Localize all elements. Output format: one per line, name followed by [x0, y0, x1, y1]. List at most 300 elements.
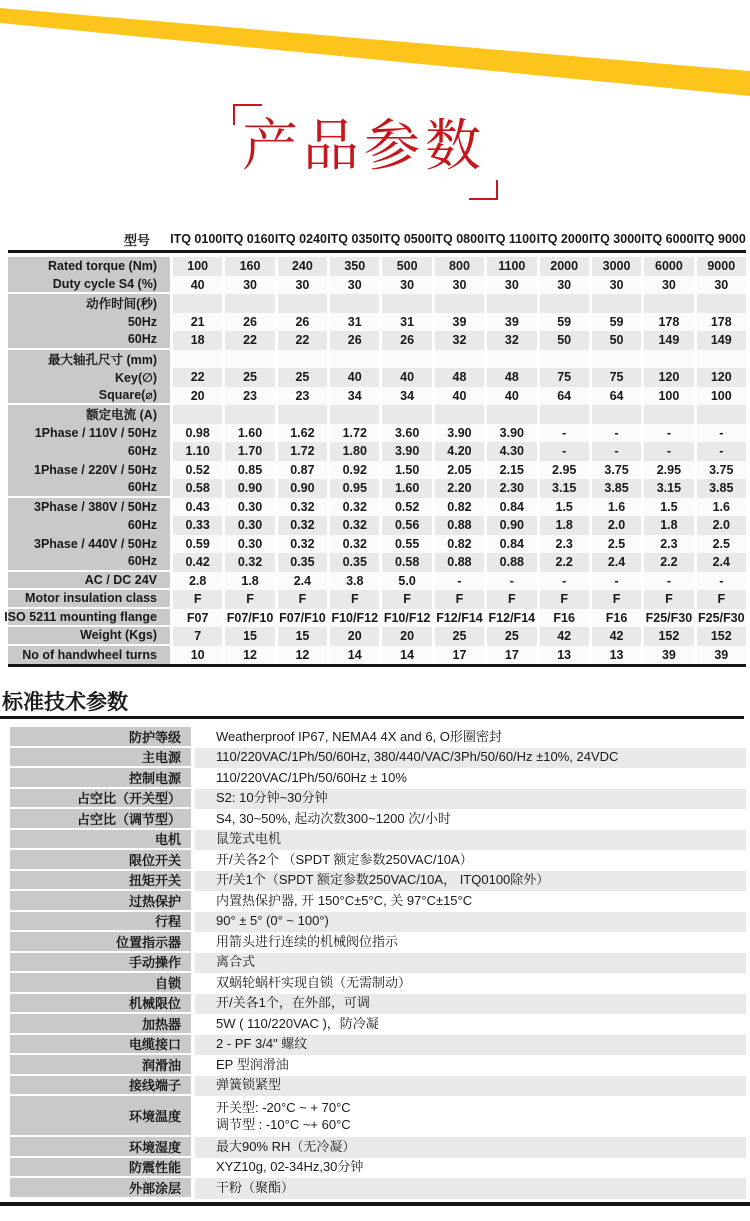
tech-row-value: [195, 1137, 746, 1158]
spec-cell: [537, 294, 589, 313]
spec-data-row: [8, 590, 746, 609]
tech-value-line: 开/关各1个，在外部，可调: [216, 995, 370, 1011]
spec-cell: [537, 405, 589, 424]
spec-cell: 2.4: [275, 572, 327, 591]
spec-row-label: 60Hz: [8, 331, 170, 350]
spec-cell: F16: [537, 609, 589, 628]
tech-row-value: [195, 994, 746, 1015]
spec-cell: F: [327, 590, 379, 609]
tech-value-line: Weatherproof IP67, NEMA4 4X and 6, O形圈密封: [216, 728, 502, 744]
spec-cell: 3.90: [484, 424, 536, 443]
tech-row: [10, 871, 746, 892]
tech-row-label: 限位开关: [10, 850, 191, 871]
tech-value-line: 5W ( 110/220VAC )，防冷凝: [216, 1015, 379, 1031]
spec-cell: 42: [589, 627, 641, 646]
spec-cell: 0.42: [170, 553, 222, 572]
tech-value-line: EP 型润滑油: [216, 1056, 289, 1072]
spec-cell: F25/F30: [694, 609, 746, 628]
spec-cell: 2.2: [641, 553, 693, 572]
spec-cell: 26: [379, 331, 431, 350]
tech-row-label: 接线端子: [10, 1076, 191, 1097]
tech-row: [10, 850, 746, 871]
spec-cell: -: [694, 572, 746, 591]
tech-row: [10, 953, 746, 974]
tech-row-value: [195, 1076, 746, 1097]
spec-cell: 2.4: [694, 553, 746, 572]
tech-value-line: S2: 10分钟~30分钟: [216, 790, 328, 806]
spec-cell: 26: [327, 331, 379, 350]
title-bracket-bottom-right: [469, 180, 498, 200]
spec-cell: 39: [432, 313, 484, 332]
spec-cell: 0.32: [222, 553, 274, 572]
tech-row-value: [195, 789, 746, 810]
tech-row-value: [195, 912, 746, 933]
spec-cell: 25: [484, 627, 536, 646]
spec-cell: 30: [222, 276, 274, 295]
spec-cell: 149: [641, 331, 693, 350]
spec-cell: 0.58: [379, 553, 431, 572]
tech-row-label: 过热保护: [10, 891, 191, 912]
spec-row-label: 额定电流 (A): [8, 405, 170, 424]
spec-cell: 3000: [589, 257, 641, 276]
spec-cell: 2.2: [537, 553, 589, 572]
spec-cell: [589, 405, 641, 424]
tech-row-label: 占空比（开关型）: [10, 789, 191, 810]
spec-cell: 15: [275, 627, 327, 646]
model-column-header: ITQ 0100: [170, 232, 223, 246]
spec-cell: [275, 405, 327, 424]
tech-row: [10, 830, 746, 851]
spec-data-row: [8, 331, 746, 350]
spec-cell: [484, 294, 536, 313]
spec-cell: 50: [589, 331, 641, 350]
spec-row-label: 60Hz: [8, 442, 170, 461]
spec-cell: 3.85: [589, 479, 641, 498]
tech-row-value: [195, 871, 746, 892]
spec-cell: 2.5: [694, 535, 746, 554]
spec-cell: 1.72: [275, 442, 327, 461]
tech-value-line: 干粉（聚酯）: [216, 1179, 295, 1195]
spec-cell: 0.90: [275, 479, 327, 498]
spec-row-label: 1Phase / 110V / 50Hz: [8, 424, 170, 443]
tech-row-value: [195, 830, 746, 851]
tech-value-line: 离合式: [216, 954, 256, 970]
spec-cell: [379, 350, 431, 369]
spec-cell: 0.35: [275, 553, 327, 572]
spec-cell: 21: [170, 313, 222, 332]
spec-row-label: 50Hz: [8, 313, 170, 332]
spec-cell: F25/F30: [641, 609, 693, 628]
spec-cell: 22: [170, 368, 222, 387]
spec-cell: 12: [222, 646, 274, 665]
model-column-header: ITQ 0500: [379, 232, 432, 246]
spec-section-row: [8, 405, 746, 424]
model-column-header: ITQ 6000: [641, 232, 694, 246]
spec-cell: 1.6: [694, 498, 746, 517]
spec-cell: [432, 350, 484, 369]
spec-row-label: Duty cycle S4 (%): [8, 276, 170, 295]
spec-cell: 3.90: [432, 424, 484, 443]
spec-cell: 2.30: [484, 479, 536, 498]
tech-row-label: 电机: [10, 830, 191, 851]
spec-cell: 240: [275, 257, 327, 276]
spec-cell: F: [275, 590, 327, 609]
page-bottom-rule: [0, 1202, 750, 1206]
spec-cell: 2.0: [589, 516, 641, 535]
spec-cell: 34: [379, 387, 431, 406]
spec-row-label: Key(∅): [8, 368, 170, 387]
spec-data-row: [8, 535, 746, 554]
spec-cell: 17: [432, 646, 484, 665]
tech-row-label: 环境湿度: [10, 1137, 191, 1158]
tech-row-label: 主电源: [10, 748, 191, 769]
spec-cell: 12: [275, 646, 327, 665]
spec-cell: 30: [327, 276, 379, 295]
tech-row-label: 扭矩开关: [10, 871, 191, 892]
spec-cell: 1.8: [222, 572, 274, 591]
spec-cell: 2.20: [432, 479, 484, 498]
spec-cell: -: [694, 424, 746, 443]
tech-row-label: 自锁: [10, 973, 191, 994]
spec-cell: 0.58: [170, 479, 222, 498]
spec-cell: 0.35: [327, 553, 379, 572]
spec-cell: 1.80: [327, 442, 379, 461]
spec-cell: F: [484, 590, 536, 609]
spec-cell: 22: [222, 331, 274, 350]
spec-cell: 3.85: [694, 479, 746, 498]
spec-cell: 4.30: [484, 442, 536, 461]
spec-row-label: ISO 5211 mounting flange: [8, 609, 170, 628]
tech-row-value: [195, 1055, 746, 1076]
spec-cell: 3.90: [379, 442, 431, 461]
spec-cell: 26: [275, 313, 327, 332]
spec-cell: [170, 294, 222, 313]
model-column-header: ITQ 0240: [274, 232, 327, 246]
spec-cell: 3.15: [641, 479, 693, 498]
spec-cell: 23: [222, 387, 274, 406]
spec-cell: 15: [222, 627, 274, 646]
spec-cell: F10/F12: [327, 609, 379, 628]
spec-cell: 0.92: [327, 461, 379, 480]
spec-cell: 30: [694, 276, 746, 295]
model-column-header: ITQ 1100: [484, 232, 537, 246]
model-column-header: ITQ 2000: [536, 232, 589, 246]
tech-row-label: 防护等级: [10, 727, 191, 748]
tech-row-value: [195, 1158, 746, 1179]
spec-data-row: [8, 424, 746, 443]
spec-cell: F: [694, 590, 746, 609]
spec-row-label: Rated torque (Nm): [8, 257, 170, 276]
spec-table-body: [4, 257, 746, 664]
spec-cell: 22: [275, 331, 327, 350]
spec-cell: 0.32: [275, 535, 327, 554]
tech-row-value: [195, 1014, 746, 1035]
spec-row-label: 60Hz: [8, 479, 170, 498]
spec-cell: 2.4: [589, 553, 641, 572]
spec-cell: [222, 350, 274, 369]
spec-cell: -: [484, 572, 536, 591]
tech-section-title: 标准技术参数: [2, 691, 128, 714]
spec-table-header-row: [8, 228, 746, 250]
spec-cell: [589, 350, 641, 369]
spec-cell: 64: [589, 387, 641, 406]
spec-cell: [484, 405, 536, 424]
tech-value-line: 开/关1个（SPDT 额定参数250VAC/10A， ITQ0100除外）: [216, 872, 550, 888]
tech-row-value: [195, 768, 746, 789]
spec-cell: [222, 294, 274, 313]
spec-table: [4, 228, 746, 667]
spec-data-row: [8, 313, 746, 332]
spec-cell: 1.10: [170, 442, 222, 461]
tech-value-line: 弹簧锁紧型: [216, 1077, 282, 1093]
spec-cell: [432, 405, 484, 424]
spec-cell: F: [379, 590, 431, 609]
spec-row-label: 动作时间(秒): [8, 294, 170, 313]
tech-row: [10, 727, 746, 748]
tech-row-value: [195, 748, 746, 769]
spec-cell: 0.84: [484, 535, 536, 554]
spec-cell: 39: [694, 646, 746, 665]
tech-value-line: 110/220VAC/1Ph/50/60Hz, 380/440/VAC/3Ph/50/60/Hz ±10%, 24VDC: [216, 749, 619, 765]
page-title: 产品参数: [242, 114, 486, 177]
spec-cell: 25: [432, 627, 484, 646]
tech-row-value: [195, 1096, 746, 1137]
tech-value-line: 鼠笼式电机: [216, 831, 282, 847]
spec-cell: 2.0: [694, 516, 746, 535]
spec-data-row: [8, 461, 746, 480]
tech-row: [10, 973, 746, 994]
spec-row-label: 最大轴孔尺寸 (mm): [8, 350, 170, 369]
model-column-header: ITQ 0160: [222, 232, 275, 246]
spec-cell: 1.50: [379, 461, 431, 480]
spec-cell: 75: [589, 368, 641, 387]
tech-row-value: [195, 953, 746, 974]
spec-cell: [379, 294, 431, 313]
spec-row-label: 3Phase / 380V / 50Hz: [8, 498, 170, 517]
tech-row: [10, 789, 746, 810]
spec-cell: F12/F14: [484, 609, 536, 628]
tech-row: [10, 932, 746, 953]
tech-value-line: 内置热保护器, 开 150°C±5°C, 关 97°C±15°C: [216, 892, 473, 908]
spec-cell: 25: [222, 368, 274, 387]
tech-value-line: 双蜗轮蜗杆实现自锁（无需制动）: [216, 974, 412, 990]
tech-row: [10, 1178, 746, 1199]
tech-row-value: [195, 932, 746, 953]
spec-cell: F: [222, 590, 274, 609]
spec-cell: F16: [589, 609, 641, 628]
tech-row: [10, 1035, 746, 1056]
spec-cell: 7: [170, 627, 222, 646]
spec-cell: 20: [327, 627, 379, 646]
spec-cell: [275, 350, 327, 369]
spec-cell: 4.20: [432, 442, 484, 461]
spec-cell: 2.05: [432, 461, 484, 480]
spec-cell: F: [589, 590, 641, 609]
spec-cell: 800: [432, 257, 484, 276]
spec-data-row: [8, 276, 746, 295]
spec-cell: 42: [537, 627, 589, 646]
spec-cell: 160: [222, 257, 274, 276]
spec-cell: 100: [641, 387, 693, 406]
spec-cell: 0.33: [170, 516, 222, 535]
spec-cell: 0.56: [379, 516, 431, 535]
spec-cell: 59: [537, 313, 589, 332]
spec-cell: 0.90: [484, 516, 536, 535]
spec-cell: [170, 405, 222, 424]
spec-cell: 40: [484, 387, 536, 406]
spec-section-row: [8, 350, 746, 369]
spec-cell: 0.59: [170, 535, 222, 554]
spec-cell: 1.5: [537, 498, 589, 517]
spec-cell: 178: [694, 313, 746, 332]
spec-cell: 0.90: [222, 479, 274, 498]
spec-data-row: [8, 387, 746, 406]
yellow-ribbon-decoration: [0, 0, 750, 110]
spec-cell: 0.52: [379, 498, 431, 517]
spec-cell: 26: [222, 313, 274, 332]
spec-row-label: 3Phase / 440V / 50Hz: [8, 535, 170, 554]
spec-cell: 39: [641, 646, 693, 665]
spec-cell: [432, 294, 484, 313]
spec-cell: [379, 405, 431, 424]
tech-row-value: [195, 1035, 746, 1056]
tech-table: [10, 727, 746, 1199]
spec-cell: 9000: [694, 257, 746, 276]
spec-row-label: Weight (Kgs): [8, 627, 170, 646]
spec-cell: 30: [589, 276, 641, 295]
spec-cell: 0.88: [484, 553, 536, 572]
spec-cell: 0.32: [327, 535, 379, 554]
spec-cell: 120: [694, 368, 746, 387]
tech-row-label: 位置指示器: [10, 932, 191, 953]
spec-cell: 0.30: [222, 535, 274, 554]
spec-cell: 1100: [484, 257, 536, 276]
tech-row-label: 润滑油: [10, 1055, 191, 1076]
spec-cell: 152: [641, 627, 693, 646]
tech-row-value: [195, 973, 746, 994]
spec-cell: F07: [170, 609, 222, 628]
tech-row: [10, 1158, 746, 1179]
spec-row-label: 60Hz: [8, 516, 170, 535]
spec-cell: 0.55: [379, 535, 431, 554]
spec-cell: 30: [379, 276, 431, 295]
spec-cell: 0.82: [432, 535, 484, 554]
spec-cell: 18: [170, 331, 222, 350]
spec-cell: F12/F14: [432, 609, 484, 628]
spec-cell: 30: [432, 276, 484, 295]
spec-row-label: No of handwheel turns: [8, 646, 170, 665]
spec-cell: 10: [170, 646, 222, 665]
tech-value-line: 2 - PF 3/4" 螺纹: [216, 1036, 308, 1052]
tech-row: [10, 1096, 746, 1137]
tech-row: [10, 1055, 746, 1076]
spec-cell: 2.3: [537, 535, 589, 554]
tech-row: [10, 768, 746, 789]
spec-cell: [694, 350, 746, 369]
spec-cell: -: [537, 572, 589, 591]
spec-cell: -: [537, 424, 589, 443]
spec-row-label: 60Hz: [8, 553, 170, 572]
spec-cell: 23: [275, 387, 327, 406]
spec-data-row: [8, 553, 746, 572]
spec-cell: [275, 294, 327, 313]
spec-data-row: [8, 498, 746, 517]
spec-cell: 2.5: [589, 535, 641, 554]
spec-data-row: [8, 257, 746, 276]
tech-row-value: [195, 809, 746, 830]
spec-data-row: [8, 368, 746, 387]
tech-section-rule: [0, 716, 744, 719]
spec-cell: 0.87: [275, 461, 327, 480]
spec-cell: [537, 350, 589, 369]
spec-cell: 3.60: [379, 424, 431, 443]
tech-row-label: 占空比（调节型）: [10, 809, 191, 830]
tech-value-line: S4, 30~50%, 起动次数300~1200 次/小时: [216, 810, 451, 826]
spec-cell: 13: [589, 646, 641, 665]
spec-cell: [222, 405, 274, 424]
tech-row-label: 电缆接口: [10, 1035, 191, 1056]
spec-cell: 40: [170, 276, 222, 295]
spec-data-row: [4, 609, 746, 628]
spec-cell: 1.70: [222, 442, 274, 461]
spec-cell: 1.62: [275, 424, 327, 443]
tech-row: [10, 912, 746, 933]
spec-cell: 100: [170, 257, 222, 276]
spec-row-label: AC / DC 24V: [8, 572, 170, 591]
spec-cell: 0.88: [432, 553, 484, 572]
tech-row: [10, 891, 746, 912]
tech-value-line: 110/220VAC/1Ph/50/60Hz ± 10%: [216, 769, 407, 785]
spec-cell: 40: [432, 387, 484, 406]
tech-value-line: 开关型: -20°C ~ + 70°C: [216, 1099, 351, 1115]
tech-value-line: XYZ10g, 02-34Hz,30分钟: [216, 1159, 364, 1175]
spec-cell: 0.32: [327, 516, 379, 535]
spec-cell: F07/F10: [222, 609, 274, 628]
spec-cell: 30: [537, 276, 589, 295]
spec-cell: -: [589, 572, 641, 591]
spec-cell: 64: [537, 387, 589, 406]
tech-row-label: 防震性能: [10, 1158, 191, 1179]
spec-cell: 0.43: [170, 498, 222, 517]
tech-row: [10, 1076, 746, 1097]
spec-cell: F: [641, 590, 693, 609]
spec-cell: 30: [484, 276, 536, 295]
spec-data-row: [8, 572, 746, 591]
tech-row-value: [195, 891, 746, 912]
spec-cell: F: [537, 590, 589, 609]
spec-cell: 75: [537, 368, 589, 387]
spec-cell: 17: [484, 646, 536, 665]
tech-value-line: 90° ± 5° (0° ~ 100°): [216, 913, 329, 929]
spec-cell: [641, 405, 693, 424]
spec-cell: 50: [537, 331, 589, 350]
spec-row-label: Motor insulation class: [8, 590, 170, 609]
spec-cell: 0.30: [222, 516, 274, 535]
spec-cell: 2.95: [537, 461, 589, 480]
spec-cell: 32: [432, 331, 484, 350]
spec-cell: 149: [694, 331, 746, 350]
tech-row-label: 加热器: [10, 1014, 191, 1035]
spec-cell: -: [641, 572, 693, 591]
spec-cell: 3.75: [589, 461, 641, 480]
tech-row-label: 环境温度: [10, 1096, 191, 1137]
spec-cell: 59: [589, 313, 641, 332]
spec-cell: F: [170, 590, 222, 609]
spec-cell: 350: [327, 257, 379, 276]
model-column-header: ITQ 3000: [588, 232, 642, 246]
model-column-header: ITQ 0350: [327, 232, 380, 246]
spec-cell: 0.52: [170, 461, 222, 480]
